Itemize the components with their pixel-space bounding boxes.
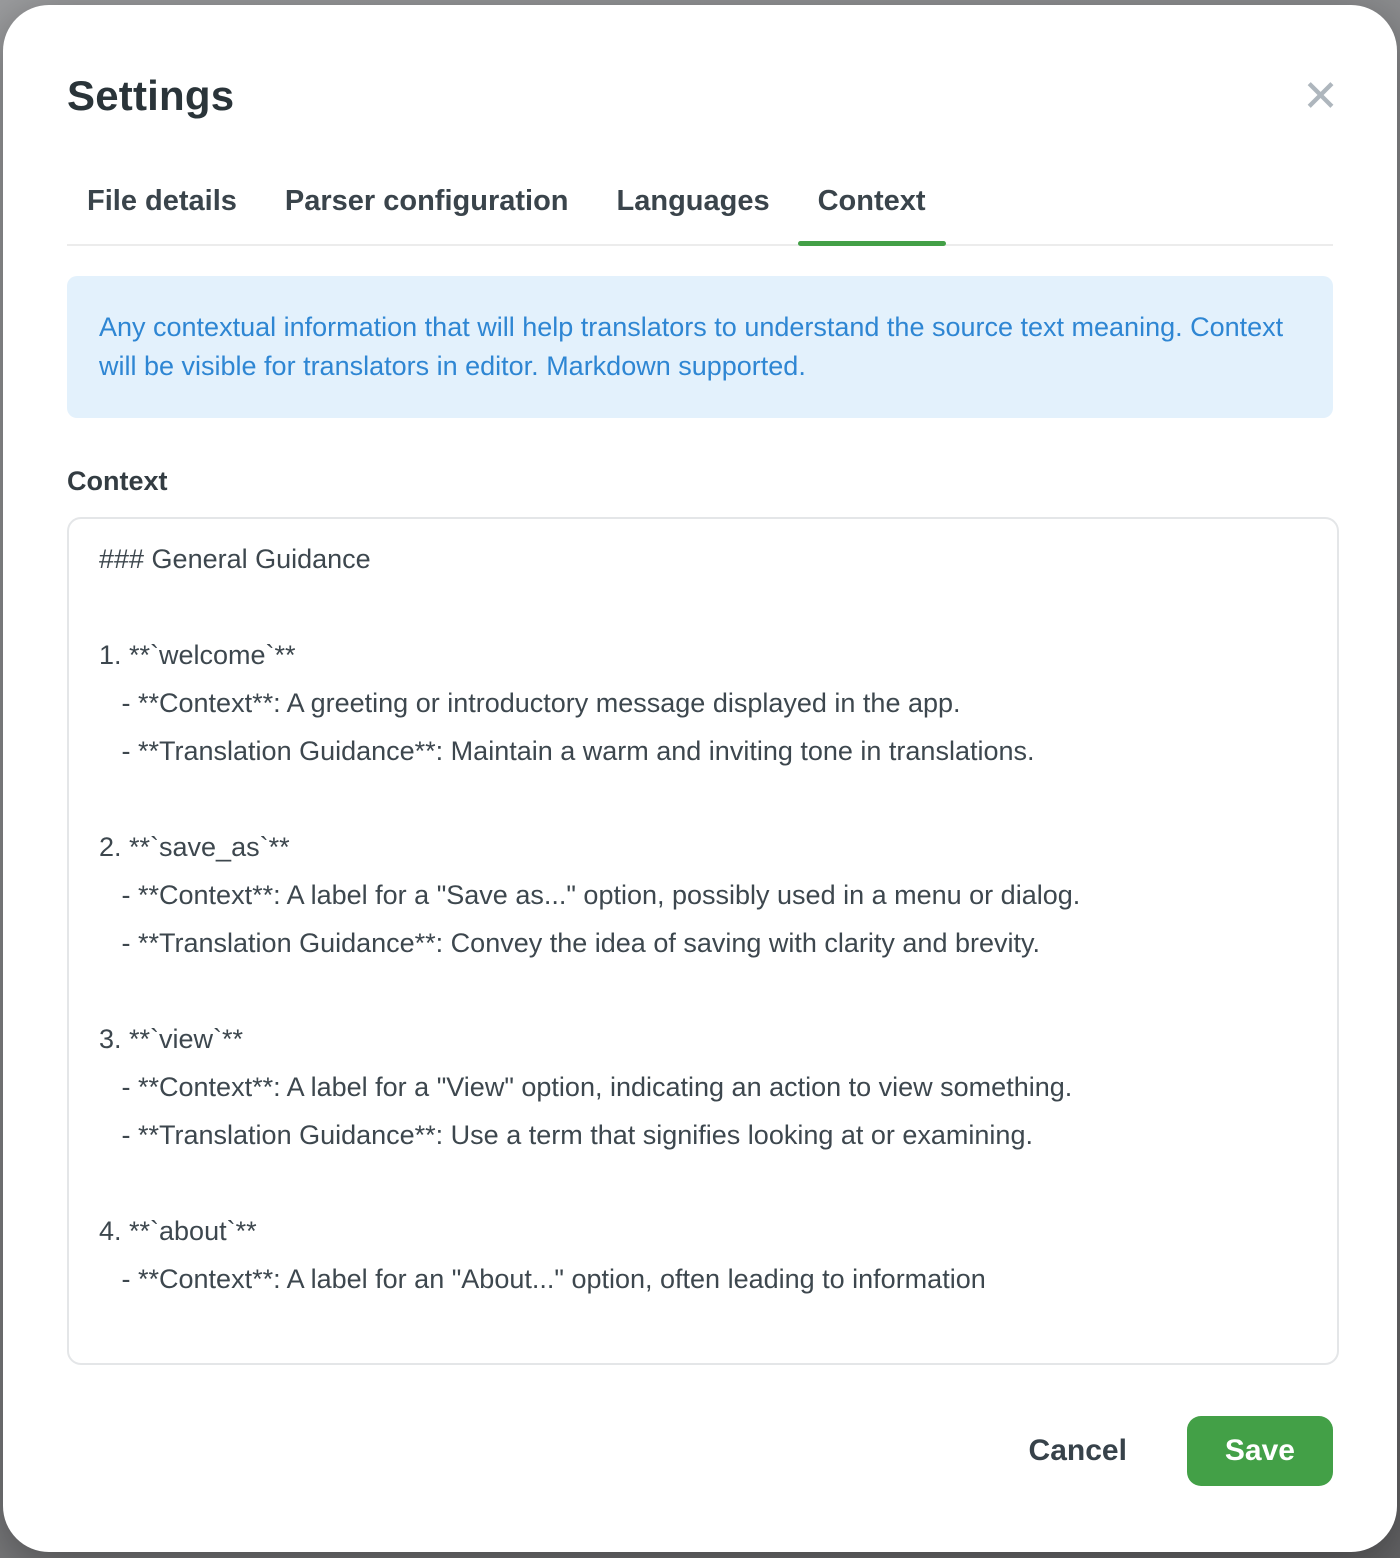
dialog-title: Settings xyxy=(67,72,235,119)
tab-languages[interactable]: Languages xyxy=(597,179,790,244)
context-info-text: Any contextual information that will help translators to understand the source text meaning. Context will be visible for translators in editor. Markdown supported. xyxy=(99,312,1284,382)
dialog-header xyxy=(67,5,1339,121)
tab-parser-configuration[interactable]: Parser configuration xyxy=(265,179,589,244)
context-info-banner xyxy=(67,276,1333,418)
settings-dialog xyxy=(3,5,1397,1552)
save-button[interactable]: Save xyxy=(1187,1416,1333,1486)
dialog-footer xyxy=(1025,1416,1333,1486)
close-icon[interactable]: ✕ xyxy=(1302,72,1339,121)
tab-context[interactable]: Context xyxy=(798,179,946,244)
context-input[interactable] xyxy=(67,517,1339,1365)
tab-file-details[interactable]: File details xyxy=(67,179,257,244)
context-field-label: Context xyxy=(67,466,168,497)
settings-tabs xyxy=(67,179,1333,246)
cancel-button[interactable]: Cancel xyxy=(1025,1424,1131,1478)
